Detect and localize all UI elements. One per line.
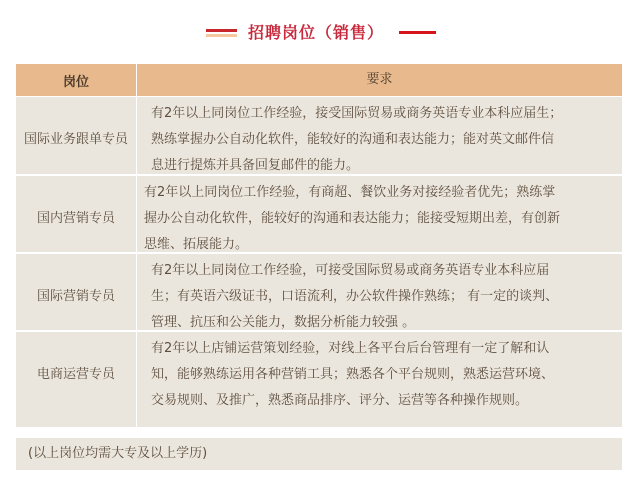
table-row xyxy=(16,254,622,332)
footer-note: (以上岗位均需大专及以上学历) xyxy=(16,438,622,470)
requirement-line: 思维、拓展能力。 xyxy=(144,237,249,252)
position-name: 电商运营专员 xyxy=(16,332,137,427)
section-title-bar xyxy=(0,18,639,48)
requirement-line: 有2年以上同岗位工作经验，接受国际贸易或商务英语专业本科应届生； xyxy=(151,106,563,121)
position-name: 国内营销专员 xyxy=(16,176,137,252)
position-name: 国际业务跟单专员 xyxy=(16,97,137,174)
requirement-line: 有2年以上店铺运营策划经验，对线上各平台后台管理有一定了解和认 xyxy=(151,341,550,356)
position-name: 国际营销专员 xyxy=(16,254,137,330)
table-row xyxy=(16,97,622,176)
requirement-line: 交易规则、及推广，熟悉商品排序、评分、运营等各种操作规则。 xyxy=(151,393,529,408)
requirements xyxy=(137,254,622,330)
requirements xyxy=(137,176,622,252)
requirement-line: 生；有英语六级证书，口语流利，办公软件操作熟练； 有一定的谈判、 xyxy=(151,289,559,304)
header-requirements: 要求 xyxy=(366,72,393,87)
requirement-line: 熟练掌握办公自动化软件，能较好的沟通和表达能力；能对英文邮件信 xyxy=(151,132,555,147)
requirements xyxy=(137,332,622,427)
requirement-line: 知，能够熟练运用各种营销工具；熟悉各个平台规则，熟悉运营环境、 xyxy=(151,367,555,382)
requirement-line: 管理、抗压和公关能力，数据分析能力较强 。 xyxy=(151,315,416,330)
requirement-line: 有2年以上同岗位工作经验，有商超、餐饮业务对接经验者优先；熟练掌 xyxy=(144,185,556,200)
requirements xyxy=(137,97,622,174)
table-header xyxy=(16,64,622,97)
section-title: 招聘岗位（销售） xyxy=(248,23,385,42)
table-row xyxy=(16,332,622,427)
table-row xyxy=(16,176,622,254)
requirement-line: 有2年以上同岗位工作经验，可接受国际贸易或商务英语专业本科应届 xyxy=(151,263,550,278)
title-decoration-left xyxy=(206,29,237,37)
requirement-line: 握办公自动化软件，能较好的沟通和表达能力；能接受短期出差，有创新 xyxy=(144,211,561,226)
job-table xyxy=(16,64,622,427)
title-decoration-right xyxy=(399,31,436,34)
header-position: 岗位 xyxy=(16,64,137,96)
requirement-line: 息进行提炼并具备回复邮件的能力。 xyxy=(151,158,360,173)
